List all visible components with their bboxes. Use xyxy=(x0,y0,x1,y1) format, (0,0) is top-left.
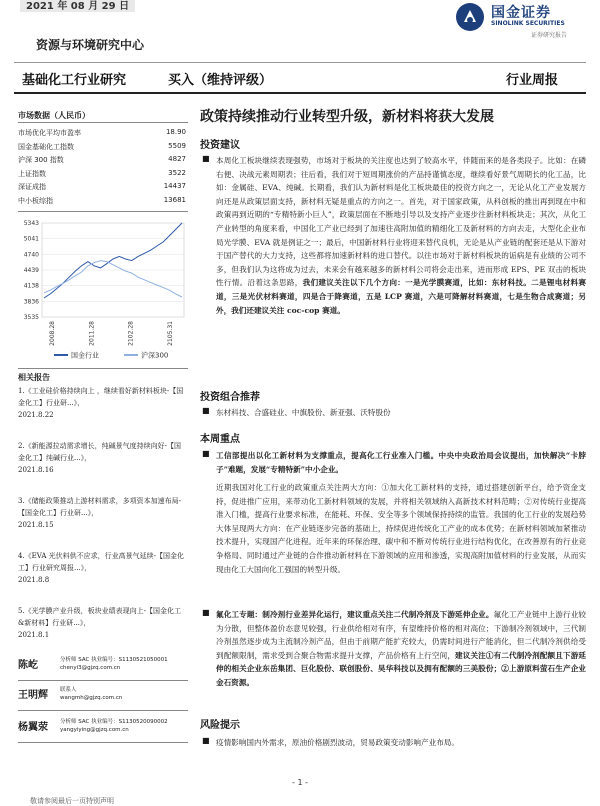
market-data-title: 市场数据（人民币） xyxy=(18,111,90,120)
related-report-date: 2021.8.22 xyxy=(18,411,54,419)
paragraph-4: 近期我国对化工行业的政策重点关注两大方向：①加大化工新材料的支持，通过搭建创新平台，给予资金支持，促进推广应用，来带动化工新材料领域的发展，并将相关领域纳入高新技术材料范畴；②对传统行业提高准入门槛，提高行业要求标准，在能耗、环保、安全等多个领域保持持续的监管。我国的化工行业的发展趋势大体呈现两大方向：在产业链逐步完备的基础上，持续促进传统化工产业的成本优势；在新材料领域加紧推动技术提升，实现国产化进程。近年来的环保治理、碳中和不断对传统行业进行结构优化，在改善原有的行业竞争格局、同时通过产业链的合作推动新材料在下游领域的应用和渗透，实现高附加值材料的行业发展，从而实现由化工大国向化工强国的转型升级。 xyxy=(216,483,586,574)
market-value: 14437 xyxy=(163,182,186,190)
market-value: 13681 xyxy=(163,195,186,204)
y-tick-label: 3535 xyxy=(23,314,39,321)
analyst-divider xyxy=(18,742,188,743)
paragraph-3 xyxy=(202,449,586,476)
analyst-card xyxy=(18,686,190,712)
paragraph-2 xyxy=(202,406,586,420)
section-investment-advice: 投资建议 xyxy=(200,140,240,151)
paragraph-1 xyxy=(202,154,586,317)
related-report-date: 2021.8.8 xyxy=(18,576,50,584)
logo-mark-icon xyxy=(455,2,485,32)
analyst-info-line: yangyiying@gjzq.com.cn xyxy=(60,727,129,733)
paragraph-5 xyxy=(202,608,586,690)
legend-label: 沪深300 xyxy=(141,351,169,360)
market-row xyxy=(18,155,186,166)
report-type: 行业周报 xyxy=(506,73,559,88)
legend-label: 国金行业 xyxy=(71,351,99,360)
market-row xyxy=(18,142,186,153)
analyst-info-line: 分析师 SAC 执业编号：S1130520090002 xyxy=(60,719,168,725)
related-report-item[interactable] xyxy=(18,385,186,421)
report-date: 2021 年 08 月 29 日 xyxy=(20,0,135,12)
analyst-info-line: wangmh@gjzq.com.cn xyxy=(60,695,123,701)
market-row xyxy=(18,182,186,193)
market-label: 市场优化平均市盈率 xyxy=(18,129,81,137)
logo-cn: 国金证券 xyxy=(491,5,551,21)
company-logo xyxy=(455,0,595,45)
market-value: 18.90 xyxy=(165,128,186,136)
related-report-title: 3.《储能政策推动上游材料需求，多项资本加速布局-【国金化工】行业研...》， xyxy=(18,497,182,517)
analyst-card xyxy=(18,718,190,744)
analyst-info-line: 分析师 SAC 执业编号：S1130521050001 xyxy=(60,657,168,663)
related-report-item[interactable] xyxy=(18,605,186,641)
related-report-item[interactable] xyxy=(18,440,186,476)
related-report-item[interactable] xyxy=(18,550,186,586)
sector-label: 基础化工行业研究 xyxy=(22,73,127,88)
footer-note: 敬请参阅最后一页特别声明 xyxy=(30,797,114,805)
p5-bold: 建议关注①有二代制冷剂配额且下游延伸的相关企业东岳集团、巨化股份、联创股份、昊华科技以及拥有配额的三美股份；②上游原料萤石生产企业金石资源。 xyxy=(216,650,586,687)
related-report-item[interactable] xyxy=(18,495,186,531)
analyst-divider xyxy=(18,680,188,681)
analyst-info xyxy=(60,686,122,702)
p6-text: 疫情影响国内外需求，原油价格剧烈波动，贸易政策变动影响产业布局。 xyxy=(216,738,459,747)
p1-text: 本周化工板块继续表现强势，市场对于板块的关注度也达到了较高水平，伴随而来的是各类段子。比如：在磷右便、决战元素周期表；往后看，我们对于短周期涨价的产品持谨慎态度，继续看好景气周期长的化工品，比如：金属硅、EVA、纯碱。长期看，我们认为新材料是化工板块最佳的投资方向之一，无论从化工产业发展方向还是从政策层面支持，新材料无疑是重点的方向之一。首先，对于国家政策，从科创板的推出再到现在中和政策再到近期的“专精特新小巨人”，政策层面在不断地引导以及支持产业逐步往新材料板块走；其次，从化工产业转型的角度来看，中国化工产业已经到了加速往高附加值的精细化工及新材料的方向去走，大型化企业布局光学膜、EVA 就是例证之一；最后，中国新材料行业将迎来替代良机，无论是从产业链的配套还是从下游对于国产替代的大力支持，这些都将加速新材料的进口替代。以往市场对于新材料板块的诟病是有业绩的公司不多，但我们认为这将成为过去，未来会有越来越多的新材料公司将会走出来，进而形成 EPS、PE 双击的板块性行情。沿着这条思路， xyxy=(216,156,586,288)
market-row xyxy=(18,128,186,139)
market-label: 深证成指 xyxy=(18,183,46,191)
related-report-date: 2021.8.1 xyxy=(18,631,50,639)
x-tick-label: 2102.28 xyxy=(127,321,135,346)
logo-sub: 证券研究报告 xyxy=(531,32,568,39)
bullet-square-icon: ■ xyxy=(202,608,210,617)
x-tick-label: 2011.28 xyxy=(88,321,96,346)
related-report-title: 4.《EVA 光伏料供不应求，行业高景气延续-【国金化工】行业研究周报...》， xyxy=(18,552,185,572)
section-risk: 风险提示 xyxy=(200,720,240,731)
analyst-name: 王明辉 xyxy=(18,690,48,701)
y-tick-label: 3836 xyxy=(23,298,39,306)
market-label: 中小板综指 xyxy=(18,196,53,205)
y-tick-label: 5343 xyxy=(23,220,39,227)
logo-en: SINOLINK SECURITIES xyxy=(491,20,565,27)
series-line xyxy=(44,261,182,297)
index-chart xyxy=(14,215,188,365)
related-report-title: 2.《新能源拉动需求增长，纯碱景气度持续向好-【国金化工】纯碱行业...》， xyxy=(18,442,182,462)
p5-heading: 氟化工专题：制冷剂行业差异化运行，建议重点关注二代制冷剂及下游延伸企业。 xyxy=(216,610,494,619)
section-weekly-focus: 本周重点 xyxy=(200,434,240,445)
analyst-divider xyxy=(18,710,188,711)
market-bottom-divider xyxy=(18,211,188,212)
analyst-info-line: 联系人 xyxy=(60,687,77,693)
related-report-date: 2021.8.15 xyxy=(18,521,54,529)
p2-text: 东材科技、合盛硅业、中旗股份、新亚强、沃特股份 xyxy=(216,408,391,417)
analyst-card xyxy=(18,656,190,682)
x-tick-label: 2008.28 xyxy=(49,321,56,346)
report-title: 政策持续推动行业转型升级，新材料将获大发展 xyxy=(200,109,494,125)
market-label: 上证指数 xyxy=(18,169,46,178)
analyst-info xyxy=(60,718,168,734)
x-tick-label: 2105.31 xyxy=(167,321,174,346)
related-report-title: 1.《工业硅价格持续向上 ，继续看好新材料板块-【国金化工】行业研...》， xyxy=(18,387,184,407)
header-divider xyxy=(14,62,586,63)
related-report-title: 5.《光学膜产业升级，板块业绩表现向上-【国金化工&新材料】行业研...》， xyxy=(18,607,182,627)
market-divider xyxy=(18,122,188,123)
rating-label: 买入（维持评级） xyxy=(168,73,273,88)
p1-bold: 我们建议关注以下几个方向：一是光学膜赛道，比如：东材科技。二是锂电材料赛道，三是光伏材料赛道，四是合于降赛道，五是 LCP 赛道，六是可降解材料赛道，七是生物合成赛道；另外，我们还建议关注 coc-cop 赛道。 xyxy=(216,278,587,315)
analyst-info xyxy=(60,656,168,672)
p5-text: 氟化工产业链中上游行业较为分散，但整体盈价态意见较强，行业供给相对有序，有望维持价格的相对高位；下游制冷剂领域中，三代制冷剂虽然逐步成为主流制冷剂产品，但由于前期产能扩充较大，仍需时间进行产能消化，但二代制冷剂供给受到配额限制，需求受到合聚合物需求提升支撑，产品价格有上行空间， xyxy=(216,610,587,660)
bullet-square-icon: ■ xyxy=(202,449,210,458)
title-divider xyxy=(14,92,586,94)
bullet-square-icon: ■ xyxy=(202,736,210,745)
market-value: 3522 xyxy=(168,168,186,177)
y-tick-label: 4138 xyxy=(23,282,39,290)
department: 资源与环境研究中心 xyxy=(36,38,145,52)
analyst-name: 陈屹 xyxy=(18,660,38,671)
y-tick-label: 5041 xyxy=(23,235,39,243)
market-label: 沪深 300 指数 xyxy=(18,156,64,164)
market-row xyxy=(18,169,186,180)
related-report-date: 2021.8.16 xyxy=(18,466,54,474)
analyst-info-line: chenyi3@gjzq.com.cn xyxy=(60,665,121,671)
paragraph-6 xyxy=(202,736,586,750)
bullet-square-icon: ■ xyxy=(202,406,210,415)
y-tick-label: 4740 xyxy=(23,251,39,259)
market-row xyxy=(18,196,186,207)
page-number: - 1 - xyxy=(292,778,308,787)
related-divider xyxy=(18,368,188,369)
analyst-name: 杨翼荥 xyxy=(18,722,48,733)
related-reports-title: 相关报告 xyxy=(18,373,50,382)
p3-text: 工信部提出以化工新材料为支撑重点，提高化工行业准入门槛。中央中央政治局会议提出，加快解决“卡脖子”难题，发展“专精特新”中小企业。 xyxy=(216,451,586,474)
market-value: 4827 xyxy=(168,155,186,163)
bullet-square-icon: ■ xyxy=(202,154,210,163)
section-portfolio: 投资组合推荐 xyxy=(200,392,260,403)
market-label: 国金基础化工指数 xyxy=(18,142,74,151)
market-value: 5509 xyxy=(168,141,186,150)
y-tick-label: 4439 xyxy=(23,267,39,274)
